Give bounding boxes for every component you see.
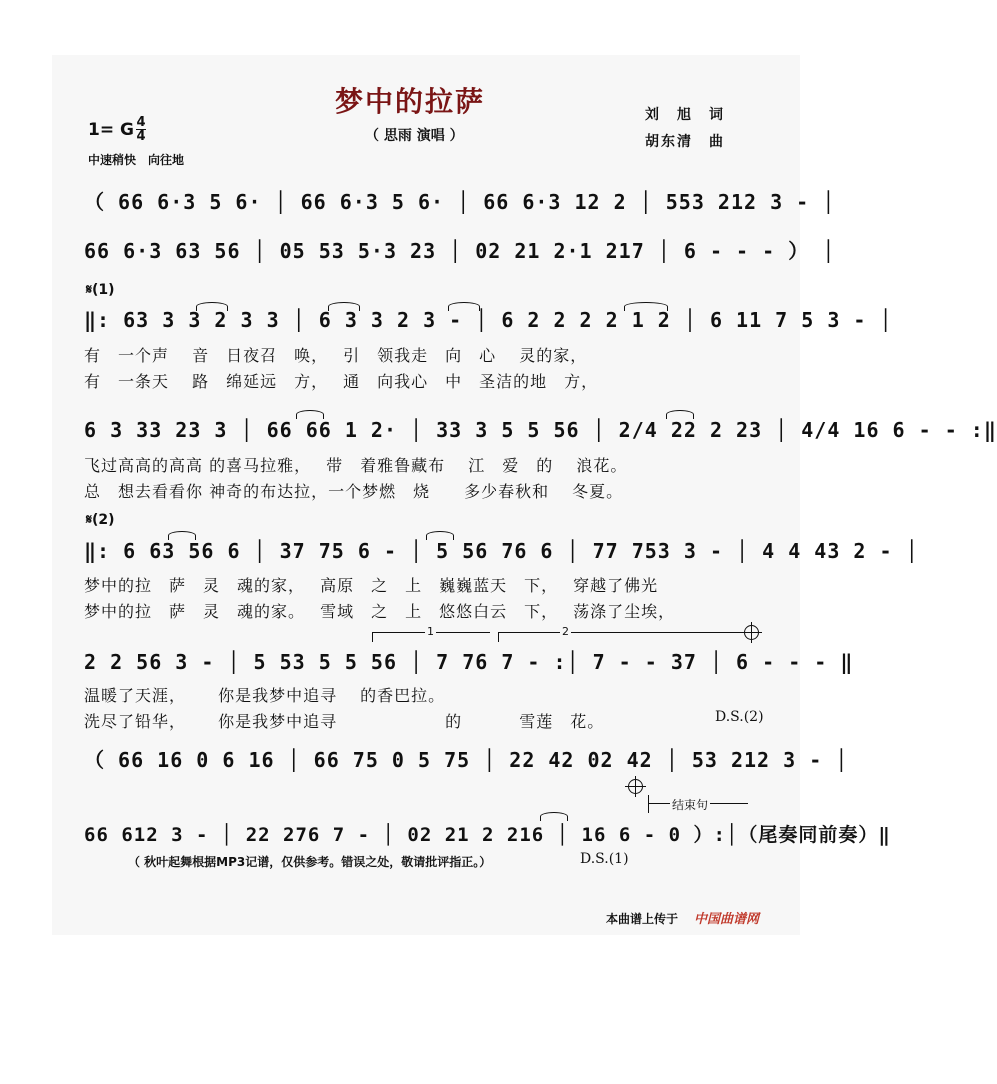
- slur-mark: [196, 302, 228, 311]
- lyric-line-8: 洗尽了铅华， 你是我梦中追寻 的 雪莲 花。: [84, 712, 605, 731]
- lyric-line-1: 有 一个声 音 日夜召 唤， 引 领我走 向 心 灵的家，: [84, 346, 588, 365]
- music-line-2: 66 6·3 63 56 │ 05 53 5·3 23 │ 02 21 2·1 217 │ 6 - - - ） │: [84, 239, 836, 263]
- music-line-6: 2 2 56 3 - │ 5 53 5 5 56 │ 7 76 7 - :│ 7 - - 37 │ 6 - - - ‖: [84, 650, 854, 674]
- lyric-line-3: 飞过高高的高高 的喜马拉雅， 带 着雅鲁藏布 江 爱 的 浪花。: [84, 456, 628, 475]
- music-line-5: ‖: 6 63 56 6 │ 37 75 6 - │ 5 56 76 6 │ 77 753 3 - │ 4 4 43 2 - │: [84, 539, 919, 563]
- segno-2-icon: 𝄋(2): [86, 512, 115, 528]
- volta-2-bracket: [498, 632, 742, 633]
- slur-mark: [168, 531, 196, 540]
- slur-mark: [540, 812, 568, 821]
- slur-mark: [426, 531, 454, 540]
- segno-1-icon: 𝄋(1): [86, 282, 115, 298]
- lyric-line-2: 有 一条天 路 绵延远 方， 通 向我心 中 圣洁的地 方，: [84, 372, 599, 391]
- dal-segno-1: D.S.(1): [580, 851, 629, 867]
- key-signature: 1= G: [88, 120, 134, 140]
- music-line-7: （ 66 16 0 6 16 │ 66 75 0 5 75 │ 22 42 02 42 │ 53 212 3 - │: [84, 748, 849, 772]
- dal-segno-2: D.S.(2): [715, 709, 764, 725]
- footer-text: 本曲谱上传于: [606, 912, 679, 926]
- volta-1-label: 1: [427, 625, 434, 638]
- ending-phrase-label: 结束句: [672, 798, 709, 812]
- song-title: 梦中的拉萨: [335, 85, 486, 118]
- site-logo[interactable]: 中国曲谱网: [694, 912, 760, 927]
- transcription-note: （ 秋叶起舞根据MP3记谱，仅供参考。错误之处，敬请批评指正。）: [128, 855, 492, 869]
- volta-2-label: 2: [562, 625, 569, 638]
- music-line-1: （ 66 6·3 5 6· │ 66 6·3 5 6· │ 66 6·3 12 2 │ 553 212 3 - │: [84, 190, 836, 214]
- lyricist: 刘 旭 词: [645, 107, 725, 123]
- lyric-line-6: 梦中的拉 萨 灵 魂的家。 雪域 之 上 悠悠白云 下， 荡涤了尘埃，: [84, 602, 676, 621]
- lyric-line-5: 梦中的拉 萨 灵 魂的家， 高原 之 上 巍巍蓝天 下， 穿越了佛光: [84, 576, 659, 595]
- music-line-8: 66 612 3 - │ 22 276 7 - │ 02 21 2 216 │ 16 6 - 0 ）:│（尾奏同前奏）‖: [84, 824, 891, 846]
- music-line-3: ‖: 63 3 3 2 3 3 │ 6 3 3 2 3 - │ 6 2 2 2 2 1 2 │ 6 11 7 5 3 - │: [84, 308, 893, 332]
- performer: （ 思雨 演唱 ）: [365, 128, 464, 144]
- time-signature: 4 4: [136, 115, 146, 144]
- slur-mark: [666, 410, 694, 419]
- lyric-line-7: 温暖了天涯， 你是我梦中追寻 的香巴拉。: [84, 686, 446, 705]
- slur-mark: [624, 302, 668, 311]
- slur-mark: [328, 302, 360, 311]
- slur-mark: [296, 410, 324, 419]
- composer: 胡东清 曲: [645, 134, 725, 150]
- coda-icon: [744, 625, 759, 640]
- tempo-marking: 中速稍快 向往地: [88, 153, 185, 167]
- slur-mark: [448, 302, 480, 311]
- music-line-4: 6 3 33 23 3 │ 66 66 1 2· │ 33 3 5 5 56 │ 2/4 22 2 23 │ 4/4 16 6 - - :‖: [84, 418, 997, 442]
- coda-icon: [628, 779, 643, 794]
- lyric-line-4: 总 想去看看你 神奇的布达拉，一个梦燃 烧 多少春秋和 冬夏。: [84, 482, 624, 501]
